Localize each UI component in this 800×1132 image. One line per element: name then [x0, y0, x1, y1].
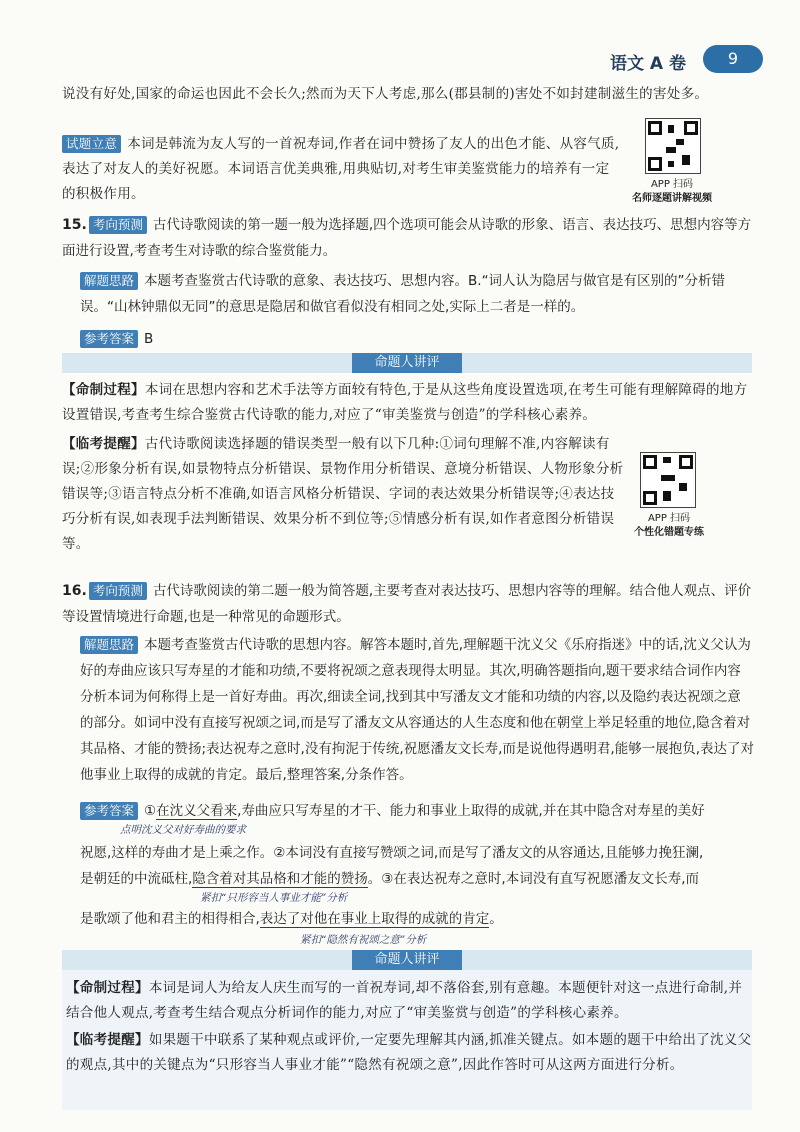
q16-answer	[80, 798, 760, 824]
answer-part: 。③在表达祝寿之意时,本词没有直写祝愿潘友文长寿,而	[367, 871, 699, 887]
question-number-15: 15.	[62, 217, 87, 233]
tip-text-2: 如果题干中联系了某种观点或评价,一定要先理解其内涵,抓准关键点。如本题的题干中给出了沈义父的观点,其中的关键点为“只形容当人事业才能”“隐然有祝颂之意”,因此作答时可从这两方面进行分析。	[66, 1032, 752, 1073]
q16-idea	[80, 632, 754, 788]
qr2-caption-line1: APP 扫码	[647, 513, 691, 524]
question-number-16: 16.	[62, 583, 87, 599]
q16-answer-line3	[80, 866, 760, 892]
intent-tag: 试题立意	[62, 135, 121, 153]
commentary2-process	[66, 976, 752, 1026]
answer-part: 是歌颂了他和君主的相得相合,	[80, 911, 260, 927]
commentary-banner-2	[62, 950, 752, 970]
qr-caption-line2: 名师逐题讲解视频	[632, 193, 712, 204]
q16-predict-text: 古代诗歌阅读的第二题一般为简答题,主要考查对表达技巧、思想内容等的理解。结合他人观点、评价等设置情境进行命题,也是一种常见的命题形式。	[62, 583, 752, 625]
qr-caption-2	[612, 512, 726, 540]
q16-predict-tag: 考向预测	[89, 582, 147, 600]
intro-line: 说没有好处,国家的命运也因此不会长久;然而为天下人考虑,那么(郡县制的)害处不如封建制滋生的害处多。	[62, 86, 709, 102]
commentary1-tip	[62, 432, 628, 557]
q15-idea-text: 本题考查鉴赏古代诗歌的意象、表达技巧、思想内容。B.“词人认为隐居与做官是有区别的”分析错误。“山林钟鼎似无同”的意思是隐居和做官看似没有相同之处,实际上二者是一样的。	[80, 273, 726, 315]
handwritten-note-2: 紧扣“只形容当人事业才能”分析	[200, 892, 348, 904]
tip-label: 【临考提醒】	[62, 436, 145, 452]
page-number: 9	[703, 45, 763, 73]
intent-text: 本词是韩流为友人写的一首祝寿词,作者在词中赞扬了友人的出色才能、从容气质,表达了对友人的美好祝愿。本词语言优美典雅,用典贴切,对考生审美鉴赏能力的培养有一定的积极作用。	[62, 136, 620, 202]
answer-part: 。	[489, 911, 503, 927]
q16-answer-line4	[80, 906, 760, 932]
tip-label-2: 【临考提醒】	[66, 1032, 149, 1048]
handwritten-note-1: 点明沈义父对好寿曲的要求	[120, 824, 246, 836]
answer-underline-3: 表达了对他在事业上取得的成就的肯定	[259, 911, 490, 927]
answer-underline-2: 隐含着对其品格和才能的赞扬	[192, 871, 368, 887]
intent-block	[62, 132, 622, 207]
commentary2-tip	[66, 1028, 752, 1078]
header-title: 语文 A 卷	[610, 54, 686, 74]
qr-caption-line1: APP 扫码	[650, 179, 694, 190]
process-text: 本词在思想内容和艺术手法等方面较有特色,于是从这些角度设置选项,在考生可能有理解障碍的地方设置错误,考查考生综合鉴赏古代诗歌的能力,对应了“审美鉴赏与创造”的学科核心素养。	[62, 382, 748, 423]
q15-predict	[62, 212, 752, 264]
q15-idea-tag: 解题思路	[80, 272, 138, 290]
q16-idea-tag: 解题思路	[80, 636, 138, 654]
q15-answer-text: B	[144, 331, 154, 347]
page-header	[600, 45, 800, 75]
tip-text: 古代诗歌阅读选择题的错误类型一般有以下几种:①词句理解不准,内容解读有误;②形象分析有误,如景物特点分析错误、景物作用分析错误、意境分析错误、人物形象分析错误等;③语言特点分析不准确,如语言风格分析错误、字词的表达效果分析错误等;④表达技巧分析有误,如表现手法判断错误、效果分析不到位等;⑤情感分析有误,如作者意图分析错误等。	[62, 436, 624, 552]
commentary-banner-2-label: 命题人讲评	[352, 950, 462, 970]
q16-predict	[62, 578, 752, 630]
q15-predict-tag: 考向预测	[89, 216, 147, 234]
process-label-2: 【命制过程】	[66, 980, 149, 996]
qr-code-icon[interactable]	[645, 118, 701, 174]
commentary-banner-1-label: 命题人讲评	[352, 353, 462, 373]
process-text-2: 本词是词人为给友人庆生而写的一首祝寿词,却不落俗套,别有意趣。本题便针对这一点进行命制,并结合他人观点,考查考生结合观点分析词作的能力,对应了“审美鉴赏与创造”的学科核心素养。	[66, 980, 743, 1021]
qr-caption-1	[620, 178, 724, 206]
q16-answer-line2: 祝愿,这样的寿曲才是上乘之作。②本词没有直接写赞颂之词,而是写了潘友文的从容通达,且能够力挽狂澜,	[80, 845, 704, 861]
q16-idea-text: 本题考查鉴赏古代诗歌的思想内容。解答本题时,首先,理解题干沈义父《乐府指迷》中的话,沈义父认为好的寿曲应该只写寿星的才能和功绩,不要将祝颂之意表现得太明显。其次,明确答题指向,题干要求结合词作内容分析本词为何称得上是一首好寿曲。再次,细读全词,找到其中写潘友文才能和功绩的内容,以及隐约表达祝颂之意的部分。如词中没有直接写祝颂之词,而是写了潘友文从容通达的人生态度和他在朝堂上举足轻重的地位,隐含着对其品格、才能的赞扬;表达祝寿之意时,没有拘泥于传统,祝愿潘友文长寿,而是说他得遇明君,能够一展抱负,表达了对他事业上取得的成就的肯定。最后,整理答案,分条作答。	[80, 637, 755, 783]
answer-part: 是朝廷的中流砥柱,	[80, 871, 193, 887]
answer-part: ,寿曲应只写寿星的才干、能力和事业上取得的成就,并在其中隐含对寿星的美好	[237, 803, 705, 819]
q15-answer-tag: 参考答案	[80, 330, 138, 348]
q15-answer	[80, 326, 640, 352]
process-label: 【命制过程】	[62, 382, 145, 398]
commentary1-process	[62, 378, 752, 428]
answer-underline-1: 在沈义父看来	[156, 803, 238, 819]
answer-part: ①	[144, 803, 157, 819]
q15-predict-text: 古代诗歌阅读的第一题一般为选择题,四个选项可能会从诗歌的形象、语言、表达技巧、思想内容等方面进行设置,考查考生对诗歌的综合鉴赏能力。	[62, 217, 752, 259]
qr-code-icon-2[interactable]	[640, 452, 696, 508]
commentary-banner-1	[62, 353, 752, 373]
q16-answer-tag: 参考答案	[80, 802, 138, 820]
qr2-caption-line2: 个性化错题专练	[634, 527, 704, 538]
handwritten-note-3: 紧扣“隐然有祝颂之意”分析	[300, 934, 427, 946]
q15-idea	[80, 268, 760, 320]
